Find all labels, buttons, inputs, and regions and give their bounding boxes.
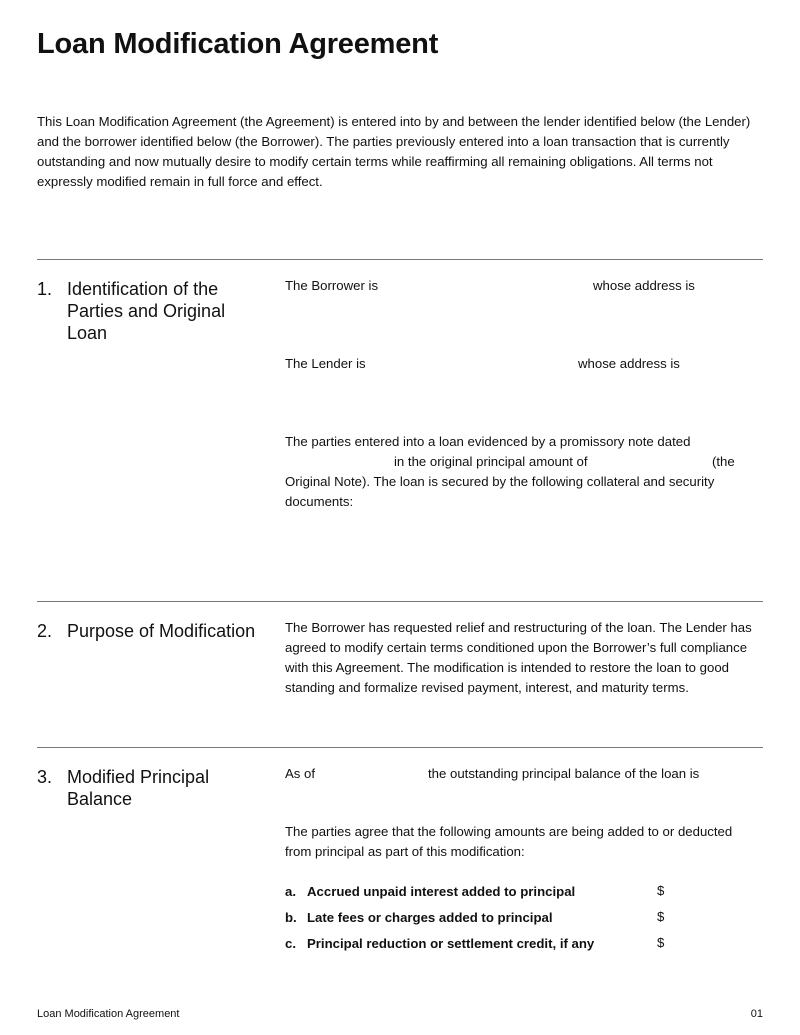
section-heading: Purpose of Modification <box>67 621 256 641</box>
as-of-label: As of <box>285 766 316 781</box>
list-item-letter: c. <box>285 936 296 951</box>
note-date-label: The parties entered into a loan evidenced by a promissory note dated <box>285 434 691 449</box>
page-title: Loan Modification Agreement <box>37 28 439 60</box>
borrower-label: The Borrower is <box>285 278 379 293</box>
list-item-label: Late fees or charges added to principal <box>307 910 553 925</box>
adjustments-intro: The parties agree that the following amounts are being added to or deducted from principal as part of this modification: <box>285 824 733 859</box>
section-number: 3. <box>37 767 53 787</box>
section-number: 2. <box>37 621 53 641</box>
section-divider <box>37 747 763 748</box>
currency-symbol: $ <box>657 909 665 924</box>
lender-address-label: whose address is <box>578 356 680 371</box>
list-item-letter: a. <box>285 884 296 899</box>
intro-paragraph: This Loan Modification Agreement (the Agreement) is entered into by and between the lender identified below (the Lender) and the borrower identified below (the Borrower). The parties previously entered into a loan transaction that is currently outstanding and now mutually desire to modify certain terms while reaffirming all remaining obligations. All terms not expressly modified remain in full force and effect. <box>37 114 751 189</box>
section-divider <box>37 259 763 260</box>
page-number: 01 <box>750 1008 763 1020</box>
lender-label: The Lender is <box>285 356 366 371</box>
currency-symbol: $ <box>657 883 665 898</box>
principal-balance-label: the outstanding principal balance of the loan is <box>428 766 700 781</box>
list-item-letter: b. <box>285 910 297 925</box>
section-heading: Modified Principal Balance <box>67 767 210 809</box>
list-item-label: Principal reduction or settlement credit, if any <box>307 936 595 951</box>
principal-amount-label: in the original principal amount of <box>394 454 588 469</box>
currency-symbol: $ <box>657 935 665 950</box>
section-divider <box>37 601 763 602</box>
list-item-label: Accrued unpaid interest added to principal <box>307 884 576 899</box>
footer-label: Loan Modification Agreement <box>37 1008 180 1020</box>
purpose-paragraph: The Borrower has requested relief and restructuring of the loan. The Lender has agreed to modify certain terms conditioned upon the Borrower’s full compliance with this Agreement. The modification is intended to restore the loan to good standing and formalize revised payment, interest, and maturity terms. <box>285 620 752 695</box>
borrower-address-label: whose address is <box>593 278 695 293</box>
section-heading: Identification of the Parties and Original Loan <box>67 279 226 343</box>
section-number: 1. <box>37 279 53 299</box>
original-note-open-label: (the <box>712 454 735 469</box>
collateral-paragraph: Original Note). The loan is secured by the following collateral and security documents: <box>285 474 715 509</box>
